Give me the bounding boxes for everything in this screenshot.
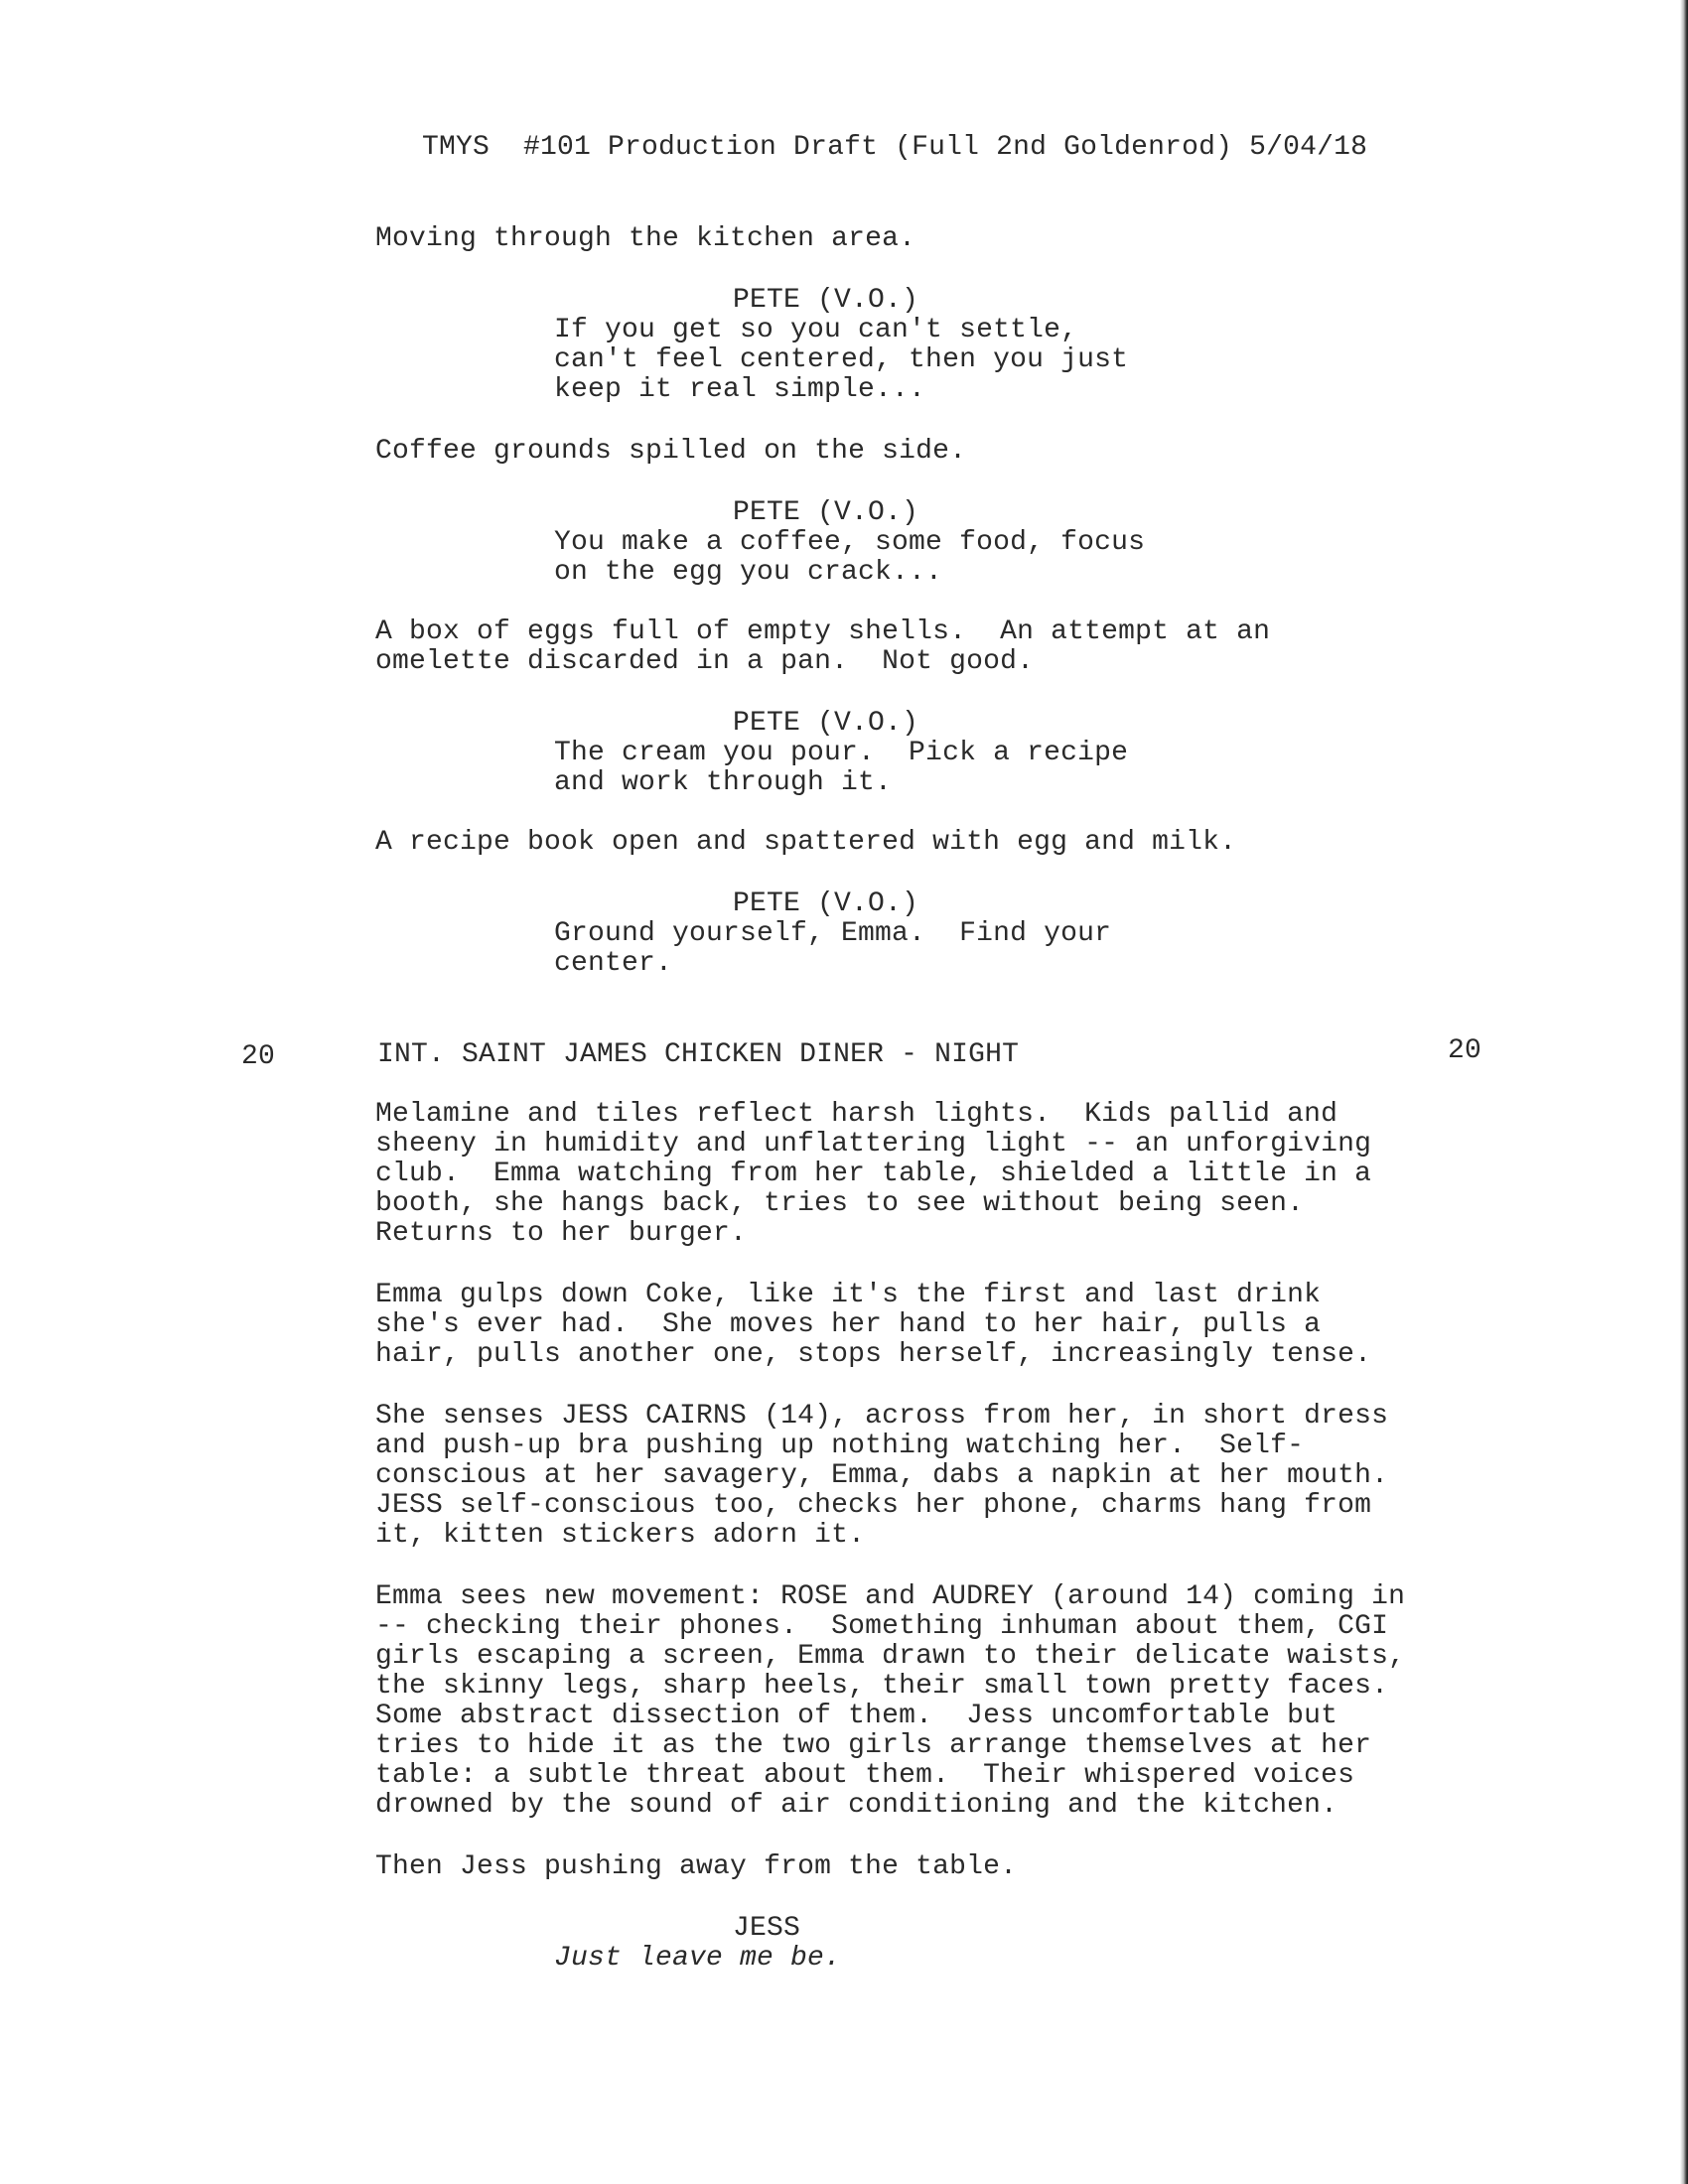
action-line: She senses JESS CAIRNS (14), across from her, in short dress	[375, 1401, 1389, 1432]
dialogue-line: Just leave me be.	[554, 1943, 842, 1974]
character-cue: PETE (V.O.)	[733, 285, 919, 316]
dialogue-line: The cream you pour. Pick a recipe	[554, 738, 1129, 768]
action-line: Coffee grounds spilled on the side.	[375, 436, 967, 467]
scene-number-left: 20	[241, 1041, 276, 1072]
action-line: tries to hide it as the two girls arrange themselves at her	[375, 1730, 1372, 1761]
action-line: booth, she hangs back, tries to see without being seen.	[375, 1188, 1305, 1219]
scene-number-right: 20	[1448, 1035, 1482, 1066]
action-line: hair, pulls another one, stops herself, increasingly tense.	[375, 1339, 1372, 1370]
action-line: girls escaping a screen, Emma drawn to their delicate waists,	[375, 1641, 1406, 1672]
character-cue: JESS	[733, 1913, 801, 1944]
action-line: and push-up bra pushing up nothing watching her. Self-	[375, 1431, 1305, 1461]
dialogue-line: center.	[554, 948, 673, 979]
action-line: she's ever had. She moves her hand to her hair, pulls a	[375, 1309, 1322, 1340]
action-line: it, kitten stickers adorn it.	[375, 1520, 866, 1551]
action-line: the skinny legs, sharp heels, their small town pretty faces.	[375, 1671, 1389, 1702]
dialogue-line: and work through it.	[554, 767, 893, 798]
dialogue-line: on the egg you crack...	[554, 557, 943, 588]
dialogue-line: If you get so you can't settle,	[554, 315, 1078, 345]
dialogue-line: Ground yourself, Emma. Find your	[554, 918, 1112, 949]
page-header: TMYS #101 Production Draft (Full 2nd Goldenrod) 5/04/18	[422, 132, 1368, 163]
action-line: Returns to her burger.	[375, 1218, 748, 1249]
action-line: A recipe book open and spattered with egg and milk.	[375, 827, 1237, 858]
action-line: A box of eggs full of empty shells. An attempt at an	[375, 616, 1271, 647]
dialogue-line: can't feel centered, then you just	[554, 344, 1129, 375]
character-cue: PETE (V.O.)	[733, 497, 919, 528]
scan-edge-shadow	[1680, 0, 1688, 2184]
action-line: drowned by the sound of air conditioning and the kitchen.	[375, 1790, 1338, 1821]
action-line: omelette discarded in a pan. Not good.	[375, 646, 1035, 677]
action-line: conscious at her savagery, Emma, dabs a napkin at her mouth.	[375, 1460, 1389, 1491]
action-line: Moving through the kitchen area.	[375, 223, 916, 254]
action-line: table: a subtle threat about them. Their whispered voices	[375, 1760, 1355, 1791]
character-cue: PETE (V.O.)	[733, 708, 919, 739]
scene-heading: INT. SAINT JAMES CHICKEN DINER - NIGHT	[377, 1039, 1020, 1070]
action-line: Emma sees new movement: ROSE and AUDREY (around 14) coming in	[375, 1581, 1406, 1612]
action-line: Emma gulps down Coke, like it's the first and last drink	[375, 1280, 1322, 1310]
action-line: -- checking their phones. Something inhuman about them, CGI	[375, 1611, 1389, 1642]
dialogue-line: keep it real simple...	[554, 374, 926, 405]
action-line: club. Emma watching from her table, shielded a little in a	[375, 1159, 1372, 1189]
dialogue-line: You make a coffee, some food, focus	[554, 527, 1146, 558]
action-line: Melamine and tiles reflect harsh lights. Kids pallid and	[375, 1099, 1338, 1130]
action-line: sheeny in humidity and unflattering light -- an unforgiving	[375, 1129, 1372, 1160]
character-cue: PETE (V.O.)	[733, 888, 919, 919]
action-line: Some abstract dissection of them. Jess uncomfortable but	[375, 1701, 1338, 1731]
action-line: Then Jess pushing away from the table.	[375, 1851, 1018, 1882]
action-line: JESS self-conscious too, checks her phone, charms hang from	[375, 1490, 1372, 1521]
